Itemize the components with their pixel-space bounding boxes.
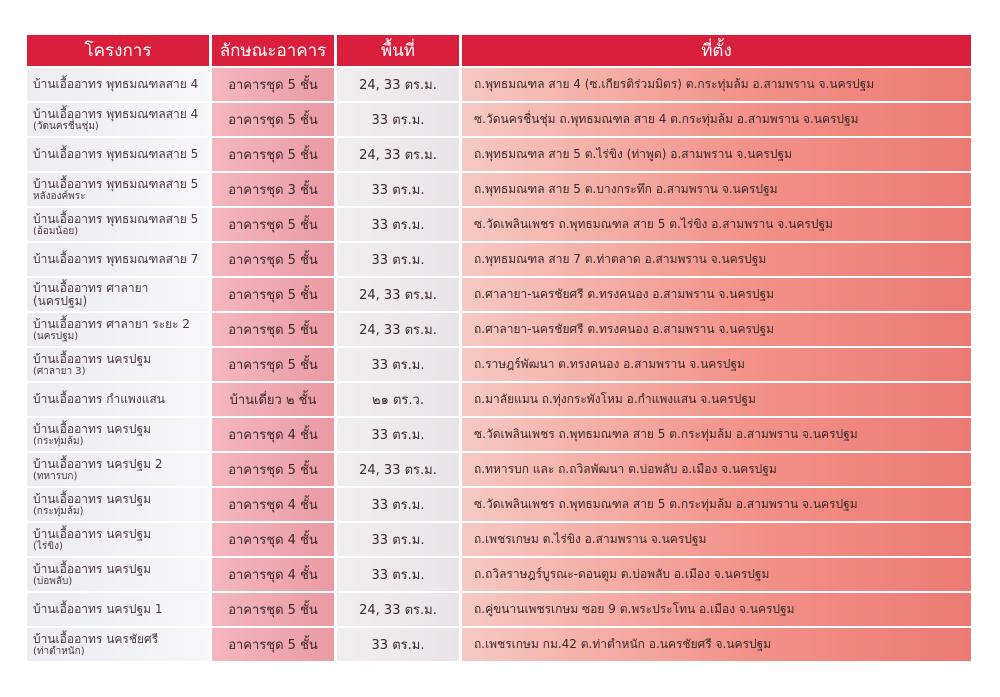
- project-cell: [27, 173, 212, 206]
- building-type-cell: อาคารชุด 5 ชั้น: [212, 208, 337, 241]
- area-cell: 24, 33 ตร.ม.: [337, 313, 462, 346]
- project-name: บ้านเอื้ออาทร นครปฐม: [33, 526, 152, 541]
- project-name: บ้านเอื้ออาทร นครชัยศรี: [33, 631, 159, 646]
- building-type-cell: อาคารชุด 5 ชั้น: [212, 103, 337, 136]
- project-cell: [27, 488, 212, 521]
- building-type-cell: อาคารชุด 4 ชั้น: [212, 418, 337, 451]
- project-subname: (ท่าตำหนัก): [33, 645, 85, 657]
- table-body: [27, 68, 971, 661]
- project-subname: (อ้อมน้อย): [33, 225, 79, 237]
- area-cell: 33 ตร.ม.: [337, 628, 462, 661]
- table-row: [27, 103, 971, 136]
- area-cell: 33 ตร.ม.: [337, 208, 462, 241]
- project-cell: [27, 103, 212, 136]
- location-cell: ถ.พุทธมณฑล สาย 5 ต.บางกระทึก อ.สามพราน จ.นครปฐม: [462, 173, 971, 206]
- location-cell: ถ.เพชรเกษม ต.ไร่ขิง อ.สามพราน จ.นครปฐม: [462, 523, 971, 556]
- table-row: [27, 278, 971, 311]
- building-type-cell: อาคารชุด 5 ชั้น: [212, 138, 337, 171]
- area-cell: 24, 33 ตร.ม.: [337, 453, 462, 486]
- project-subname: (วัดนครชื่นชุ่ม): [33, 120, 99, 132]
- building-type-cell: อาคารชุด 5 ชั้น: [212, 243, 337, 276]
- table-row: [27, 628, 971, 661]
- project-cell: [27, 453, 212, 486]
- table-row: [27, 348, 971, 381]
- location-cell: ถ.มาลัยแมน ถ.ทุ่งกระพังโหม อ.กำแพงแสน จ.นครปฐม: [462, 383, 971, 416]
- location-cell: ซ.วัดเพลินเพชร ถ.พุทธมณฑล สาย 5 ต.กระทุ่มล้ม อ.สามพราน จ.นครปฐม: [462, 488, 971, 521]
- area-cell: 24, 33 ตร.ม.: [337, 138, 462, 171]
- project-cell: [27, 523, 212, 556]
- location-cell: ถ.เพชรเกษม กม.42 ต.ท่าตำหนัก อ.นครชัยศรี จ.นครปฐม: [462, 628, 971, 661]
- project-subname: (กระทุ่มล้ม): [33, 435, 84, 447]
- area-cell: 24, 33 ตร.ม.: [337, 278, 462, 311]
- project-cell: [27, 348, 212, 381]
- project-name: บ้านเอื้ออาทร พุทธมณฑลสาย 5: [33, 176, 199, 191]
- table-row: [27, 453, 971, 486]
- project-cell: [27, 558, 212, 591]
- table-row: [27, 488, 971, 521]
- project-cell: [27, 138, 212, 171]
- area-cell: 33 ตร.ม.: [337, 103, 462, 136]
- project-name: บ้านเอื้ออาทร พุทธมณฑลสาย 4: [33, 77, 199, 91]
- table-row: [27, 383, 971, 416]
- building-type-cell: อาคารชุด 5 ชั้น: [212, 348, 337, 381]
- project-subname: (กระทุ่มล้ม): [33, 505, 84, 517]
- project-subname: (นครปฐม): [33, 330, 79, 342]
- project-name: บ้านเอื้ออาทร นครปฐม 1: [33, 602, 163, 616]
- project-subname: หลังองค์พระ: [33, 190, 86, 202]
- location-cell: ซ.วัดนครชื่นชุ่ม ถ.พุทธมณฑล สาย 4 ต.กระทุ่มล้ม อ.สามพราน จ.นครปฐม: [462, 103, 971, 136]
- location-cell: ซ.วัดเพลินเพชร ถ.พุทธมณฑล สาย 5 ต.ไร่ขิง อ.สามพราน จ.นครปฐม: [462, 208, 971, 241]
- table-row: [27, 243, 971, 276]
- area-cell: 33 ตร.ม.: [337, 488, 462, 521]
- location-cell: ถ.พุทธมณฑล สาย 7 ต.ท่าตลาด อ.สามพราน จ.นครปฐม: [462, 243, 971, 276]
- area-cell: 24, 33 ตร.ม.: [337, 593, 462, 626]
- project-name: บ้านเอื้ออาทร ศาลายา (นครปฐม): [33, 280, 149, 308]
- location-cell: ถ.ถวิลราษฎร์บูรณะ-ดอนตูม ต.บ่อพลับ อ.เมือง จ.นครปฐม: [462, 558, 971, 591]
- building-type-cell: อาคารชุด 4 ชั้น: [212, 523, 337, 556]
- area-cell: 33 ตร.ม.: [337, 173, 462, 206]
- project-subname: (ไร่ขิง): [33, 540, 63, 552]
- location-cell: ถ.ราษฎร์พัฒนา ต.ทรงคนอง อ.สามพราน จ.นครปฐม: [462, 348, 971, 381]
- project-name: บ้านเอื้ออาทร พุทธมณฑลสาย 5: [33, 147, 199, 161]
- project-cell: [27, 243, 212, 276]
- header-location: ที่ตั้ง: [462, 35, 971, 66]
- building-type-cell: อาคารชุด 5 ชั้น: [212, 628, 337, 661]
- table-header-row: [27, 35, 971, 66]
- project-cell: [27, 68, 212, 101]
- area-cell: 33 ตร.ม.: [337, 348, 462, 381]
- location-cell: ถ.ศาลายา-นครชัยศรี ต.ทรงคนอง อ.สามพราน จ.นครปฐม: [462, 313, 971, 346]
- location-cell: ถ.คู่ขนานเพชรเกษม ซอย 9 ต.พระประโทน อ.เมือง จ.นครปฐม: [462, 593, 971, 626]
- project-cell: [27, 593, 212, 626]
- project-name: บ้านเอื้ออาทร นครปฐม: [33, 421, 152, 436]
- project-cell: [27, 313, 212, 346]
- project-name: บ้านเอื้ออาทร นครปฐม 2: [33, 456, 163, 471]
- project-cell: [27, 383, 212, 416]
- table-row: [27, 593, 971, 626]
- table-row: [27, 418, 971, 451]
- building-type-cell: อาคารชุด 4 ชั้น: [212, 558, 337, 591]
- project-name: บ้านเอื้ออาทร พุทธมณฑลสาย 7: [33, 252, 199, 266]
- area-cell: 33 ตร.ม.: [337, 558, 462, 591]
- table-row: [27, 208, 971, 241]
- table-row: [27, 68, 971, 101]
- building-type-cell: อาคารชุด 5 ชั้น: [212, 593, 337, 626]
- project-subname: (บ่อพลับ): [33, 575, 73, 587]
- table-row: [27, 173, 971, 206]
- project-cell: [27, 208, 212, 241]
- location-cell: ซ.วัดเพลินเพชร ถ.พุทธมณฑล สาย 5 ต.กระทุ่มล้ม อ.สามพราน จ.นครปฐม: [462, 418, 971, 451]
- location-cell: ถ.พุทธมณฑล สาย 4 (ซ.เกียรติร่วมมิตร) ต.กระทุ่มล้ม อ.สามพราน จ.นครปฐม: [462, 68, 971, 101]
- area-cell: 24, 33 ตร.ม.: [337, 68, 462, 101]
- building-type-cell: อาคารชุด 5 ชั้น: [212, 68, 337, 101]
- area-cell: 33 ตร.ม.: [337, 243, 462, 276]
- table-row: [27, 523, 971, 556]
- project-subname: (ทหารบก): [33, 470, 78, 482]
- table-row: [27, 138, 971, 171]
- building-type-cell: อาคารชุด 3 ชั้น: [212, 173, 337, 206]
- building-type-cell: อาคารชุด 5 ชั้น: [212, 453, 337, 486]
- project-subname: (ศาลายา 3): [33, 365, 86, 377]
- housing-projects-table: [27, 33, 971, 663]
- project-cell: [27, 278, 212, 311]
- building-type-cell: อาคารชุด 4 ชั้น: [212, 488, 337, 521]
- project-name: บ้านเอื้ออาทร นครปฐม: [33, 561, 152, 576]
- project-name: บ้านเอื้ออาทร นครปฐม: [33, 351, 152, 366]
- header-project: โครงการ: [27, 35, 212, 66]
- table-row: [27, 313, 971, 346]
- area-cell: ๒๑ ตร.ว.: [337, 383, 462, 416]
- building-type-cell: อาคารชุด 5 ชั้น: [212, 313, 337, 346]
- area-cell: 33 ตร.ม.: [337, 523, 462, 556]
- project-name: บ้านเอื้ออาทร นครปฐม: [33, 491, 152, 506]
- location-cell: ถ.ศาลายา-นครชัยศรี ต.ทรงคนอง อ.สามพราน จ.นครปฐม: [462, 278, 971, 311]
- project-name: บ้านเอื้ออาทร พุทธมณฑลสาย 4: [33, 106, 199, 121]
- location-cell: ถ.ทหารบก และ ถ.ถวิลพัฒนา ต.บ่อพลับ อ.เมือง จ.นครปฐม: [462, 453, 971, 486]
- building-type-cell: อาคารชุด 5 ชั้น: [212, 278, 337, 311]
- table-row: [27, 558, 971, 591]
- area-cell: 33 ตร.ม.: [337, 418, 462, 451]
- location-cell: ถ.พุทธมณฑล สาย 5 ต.ไร่ขิง (ท่าพูด) อ.สามพราน จ.นครปฐม: [462, 138, 971, 171]
- header-building-type: ลักษณะอาคาร: [212, 35, 337, 66]
- housing-table-container: [27, 33, 971, 663]
- project-cell: [27, 418, 212, 451]
- project-name: บ้านเอื้ออาทร พุทธมณฑลสาย 5: [33, 211, 199, 226]
- project-name: บ้านเอื้ออาทร ศาลายา ระยะ 2: [33, 316, 191, 331]
- project-cell: [27, 628, 212, 661]
- building-type-cell: บ้านเดี่ยว ๒ ชั้น: [212, 383, 337, 416]
- header-area: พื้นที่: [337, 35, 462, 66]
- project-name: บ้านเอื้ออาทร กำแพงแสน: [33, 392, 165, 406]
